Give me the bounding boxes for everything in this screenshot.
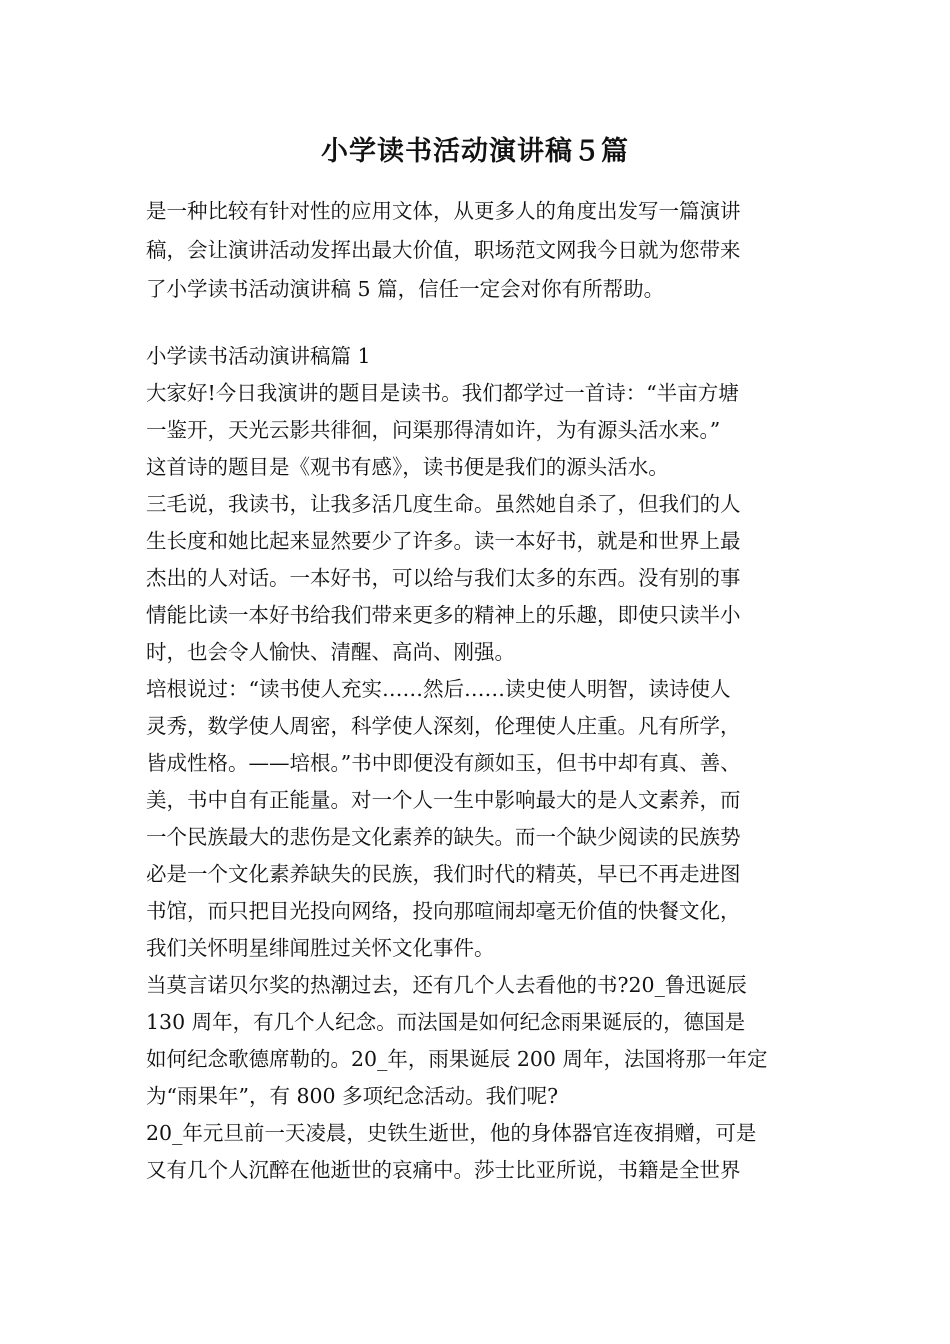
body-line: 皆成性格。——培根。”书中即便没有颜如玉，但书中却有真、善、 bbox=[146, 751, 741, 775]
body-line: 生长度和她比起来显然要少了许多。读一本好书，就是和世界上最 bbox=[146, 529, 741, 553]
body-line: 为“雨果年”，有 800 多项纪念活动。我们呢? bbox=[146, 1084, 559, 1108]
body-line: 灵秀，数学使人周密，科学使人深刻，伦理使人庄重。凡有所学， bbox=[146, 714, 741, 738]
body-line: 我们关怀明星绯闻胜过关怀文化事件。 bbox=[146, 936, 495, 960]
body-line: 必是一个文化素养缺失的民族，我们时代的精英，早已不再走进图 bbox=[146, 862, 741, 886]
body-line: 又有几个人沉醉在他逝世的哀痛中。莎士比亚所说，书籍是全世界 bbox=[146, 1158, 741, 1182]
body-line: 这首诗的题目是《观书有感》，读书便是我们的源头活水。 bbox=[146, 455, 669, 479]
body-line: 美，书中自有正能量。对一个人一生中影响最大的是人文素养，而 bbox=[146, 788, 741, 812]
document-title: 小学读书活动演讲稿５篇 bbox=[321, 136, 629, 167]
intro-paragraph bbox=[146, 192, 816, 309]
body-line: 三毛说，我读书，让我多活几度生命。虽然她自杀了，但我们的人 bbox=[146, 492, 741, 516]
body-line: 大家好!今日我演讲的题目是读书。我们都学过一首诗：“半亩方塘 bbox=[146, 381, 739, 405]
intro-line: 稿，会让演讲活动发挥出最大价值，职场范文网我今日就为您带来 bbox=[146, 238, 741, 262]
body-line: 当莫言诺贝尔奖的热潮过去，还有几个人去看他的书?20_鲁迅诞辰 bbox=[146, 973, 747, 997]
body-line: 一个民族最大的悲伤是文化素养的缺失。而一个缺少阅读的民族势 bbox=[146, 825, 741, 849]
section-heading: 小学读书活动演讲稿篇 1 bbox=[146, 344, 371, 368]
body-line: 一鉴开，天光云影共徘徊，问渠那得清如许，为有源头活水来。” bbox=[146, 418, 721, 442]
body-line: 杰出的人对话。一本好书，可以给与我们太多的东西。没有别的事 bbox=[146, 566, 741, 590]
body-line: 130 周年，有几个人纪念。而法国是如何纪念雨果诞辰的，德国是 bbox=[146, 1010, 746, 1034]
body-line: 培根说过：“读书使人充实……然后……读史使人明智，读诗使人 bbox=[146, 677, 731, 701]
body-line: 时，也会令人愉快、清醒、高尚、刚强。 bbox=[146, 640, 515, 664]
body-line: 如何纪念歌德席勒的。20_年，雨果诞辰 200 周年，法国将那一年定 bbox=[146, 1047, 768, 1071]
body-line: 情能比读一本好书给我们带来更多的精神上的乐趣，即使只读半小 bbox=[146, 603, 741, 627]
body-line: 20_年元旦前一天凌晨，史铁生逝世，他的身体器官连夜捐赠，可是 bbox=[146, 1121, 757, 1145]
speech-body bbox=[146, 338, 816, 1189]
intro-line: 了小学读书活动演讲稿 5 篇，信任一定会对你有所帮助。 bbox=[146, 277, 665, 301]
intro-line: 是一种比较有针对性的应用文体，从更多人的角度出发写一篇演讲 bbox=[146, 199, 741, 223]
body-line: 书馆，而只把目光投向网络，投向那喧闹却毫无价值的快餐文化， bbox=[146, 899, 741, 923]
